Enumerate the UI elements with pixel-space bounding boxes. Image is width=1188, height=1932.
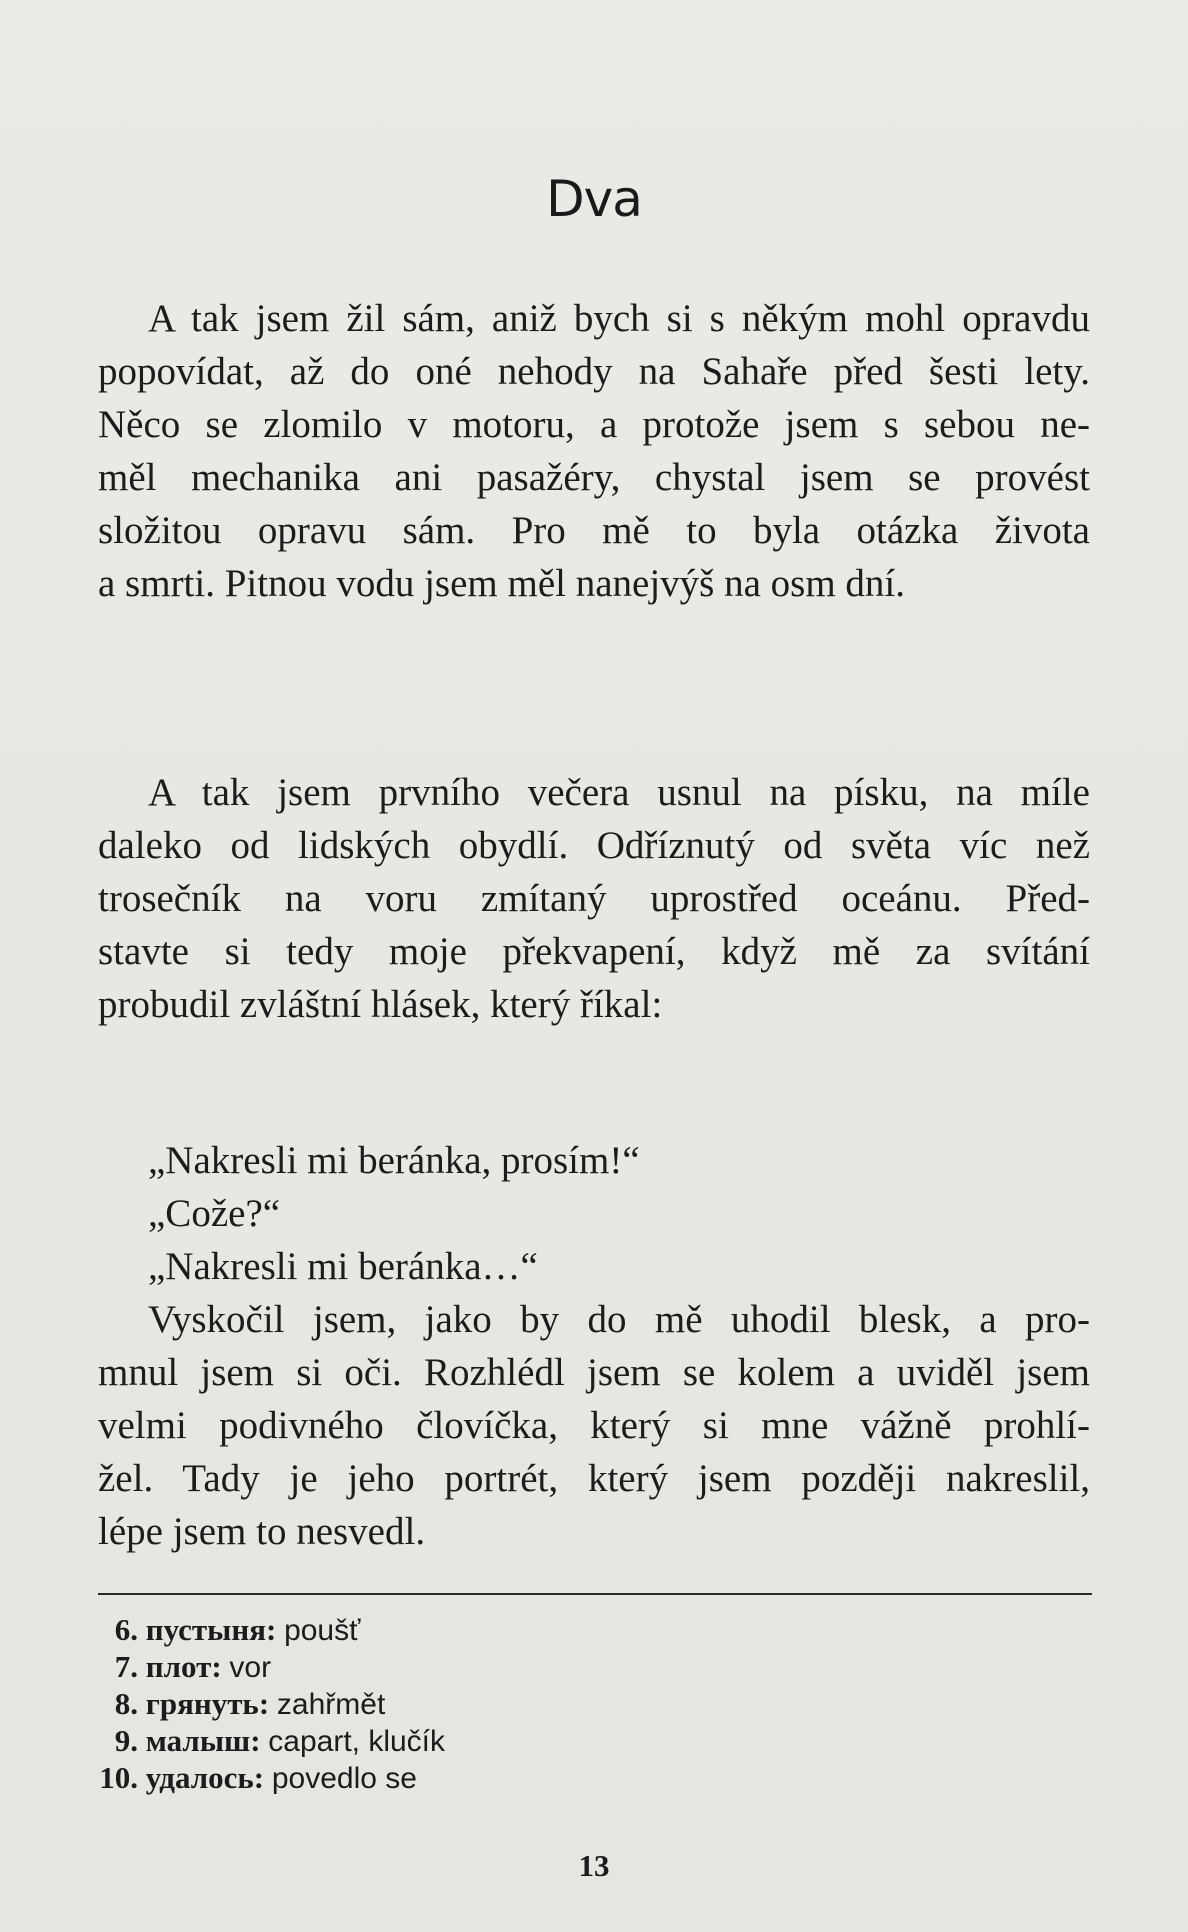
paragraph-3 xyxy=(98,1293,1090,1558)
text-line: mnul jsem si oči. Rozhlédl jsem se kolem a uviděl jsem xyxy=(98,1351,1090,1394)
footnote xyxy=(98,1649,445,1686)
footnote-number: 8. xyxy=(114,1686,138,1721)
footnote-term: удалось: xyxy=(145,1760,265,1795)
footnote-term: грянуть: xyxy=(145,1686,270,1721)
text-line: probudil zvláštní hlásek, který říkal: xyxy=(98,983,663,1026)
footnote-divider xyxy=(98,1593,1092,1595)
footnote-term: малыш: xyxy=(145,1723,261,1758)
page-number: 13 xyxy=(578,1848,610,1883)
footnote xyxy=(98,1612,445,1649)
footnote-term: пустыня: xyxy=(145,1612,277,1647)
paragraph-2 xyxy=(98,766,1090,1031)
footnote xyxy=(98,1760,445,1797)
footnote-translation: vor xyxy=(229,1651,272,1684)
text-line: lépe jsem to nesvedl. xyxy=(98,1510,426,1553)
footnote-number: 9. xyxy=(114,1723,138,1758)
text-line: A tak jsem žil sám, aniž bych si s někým mohl opravdu xyxy=(148,297,1090,340)
text-line: Vyskočil jsem, jako by do mě uhodil blesk, a pro- xyxy=(148,1298,1090,1341)
dialogue-line: „Cože?“ xyxy=(148,1192,281,1235)
footnote-number: 6. xyxy=(114,1612,138,1647)
text-line: složitou opravu sám. Pro mě to byla otázka života xyxy=(98,509,1090,552)
text-line: stavte si tedy moje překvapení, když mě za svítání xyxy=(98,930,1090,973)
dialogue xyxy=(98,1134,1090,1293)
text-line: měl mechanika ani pasažéry, chystal jsem se provést xyxy=(98,456,1090,499)
footnote-number: 7. xyxy=(114,1649,138,1684)
paragraph-1 xyxy=(98,292,1090,610)
chapter-title: Dva xyxy=(546,170,642,228)
footnote-number: 10. xyxy=(99,1760,138,1795)
footnote-translation: povedlo se xyxy=(271,1762,417,1795)
text-line: Něco se zlomilo v motoru, a protože jsem s sebou ne- xyxy=(98,403,1090,446)
text-line: daleko od lidských obydlí. Odříznutý od světa víc než xyxy=(98,824,1090,867)
footnote-term: плот: xyxy=(145,1649,222,1684)
dialogue-line: „Nakresli mi beránka, prosím!“ xyxy=(148,1139,640,1182)
text-line: velmi podivného človíčka, který si mne vážně prohlí- xyxy=(98,1404,1090,1447)
footnote xyxy=(98,1723,445,1760)
footnote xyxy=(98,1686,445,1723)
footnotes xyxy=(98,1612,445,1797)
text-line: popovídat, až do oné nehody na Sahaře před šesti lety. xyxy=(98,350,1090,393)
text-line: žel. Tady je jeho portrét, který jsem později nakreslil, xyxy=(98,1457,1090,1500)
footnote-translation: poušť xyxy=(284,1614,361,1647)
text-line: a smrti. Pitnou vodu jsem měl nanejvýš na osm dní. xyxy=(98,562,906,605)
footnote-translation: capart, klučík xyxy=(268,1725,446,1758)
footnote-translation: zahřmět xyxy=(276,1688,386,1721)
dialogue-line: „Nakresli mi beránka…“ xyxy=(148,1245,538,1288)
text-line: trosečník na voru zmítaný uprostřed oceánu. Před- xyxy=(98,877,1090,920)
text-line: A tak jsem prvního večera usnul na písku, na míle xyxy=(148,771,1090,814)
